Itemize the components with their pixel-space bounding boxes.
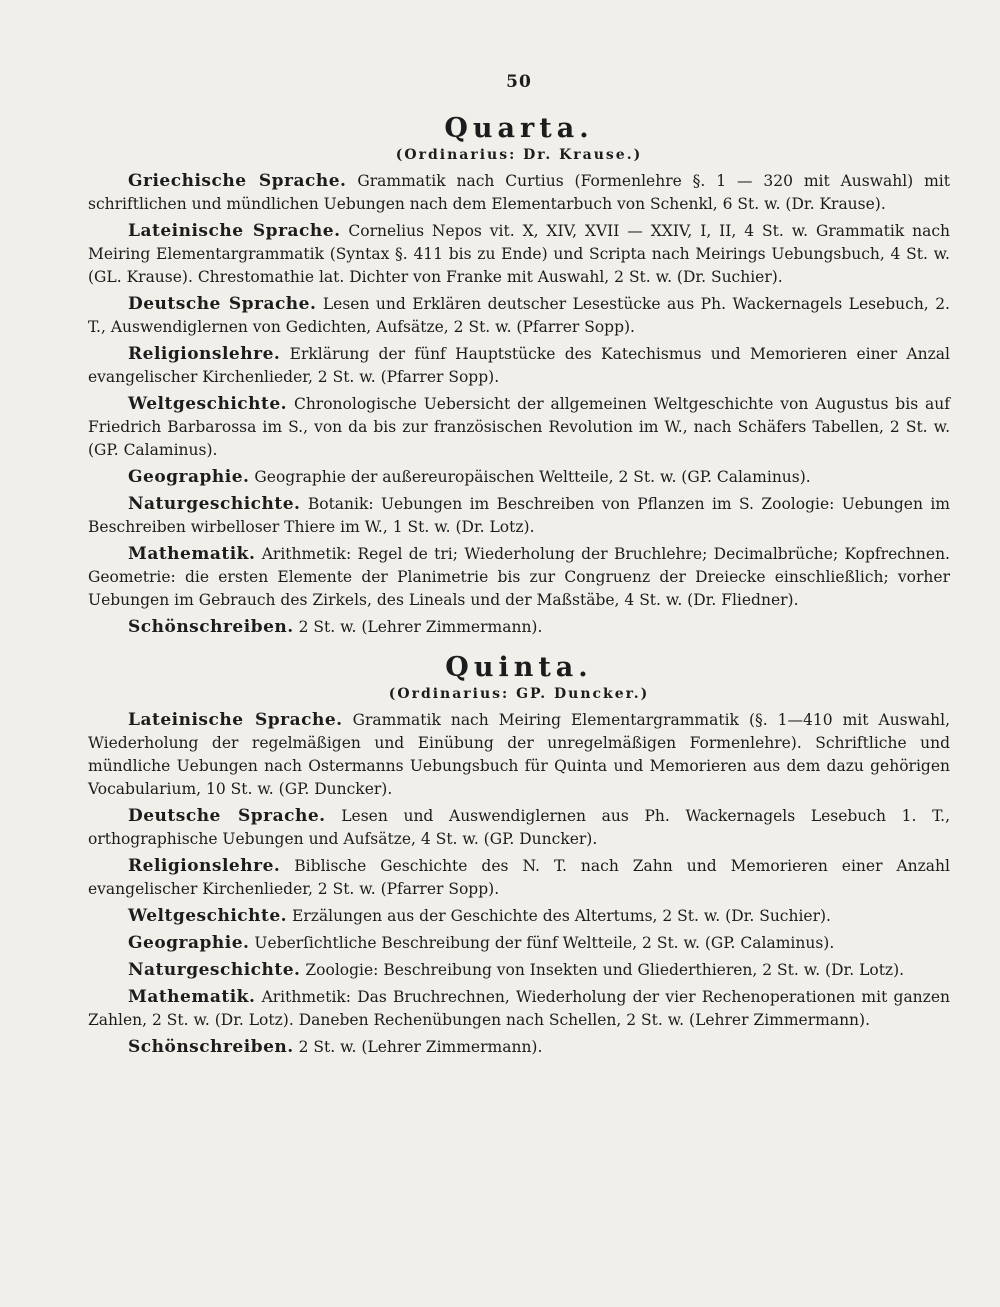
- subject-entry: [88, 616, 950, 639]
- subject-heading: Religionslehre.: [128, 856, 281, 876]
- subject-heading: Weltgeschichte.: [128, 906, 288, 926]
- subject-heading: Griechische Sprache.: [128, 171, 347, 191]
- subject-text: Zoologie: Beschreibung von Insekten und Gliederthieren, 2 St. w. (Dr. Lotz).: [305, 961, 905, 979]
- subject-entry: [88, 932, 950, 955]
- subject-text: Ueberſichtliche Beschreibung der fünf Weltteile, 2 St. w. (GP. Calaminus).: [254, 934, 835, 952]
- subject-text: Erklärung der fünf Hauptstücke des Katechismus und Memorieren einer Anzal evangelischer Kirchenlieder, 2 St. w. (Pfarrer Sopp).: [88, 345, 950, 386]
- subject-text: Grammatik nach Meiring Elementargrammatik (§. 1—410 mit Auswahl, Wiederholung der regelmäßigen und Einübung der unregelmäßigen Formenlehre). Schriftliche und mündliche Uebungen nach Ostermanns Uebungsbuch für Quinta und Memorieren aus dem dazu gehörigen Vocabularium, 10 St. w. (GP. Duncker).: [88, 711, 951, 798]
- subject-entry: [88, 805, 950, 851]
- ordinarius-line: (Ordinarius: Dr. Krause.): [395, 147, 643, 163]
- subject-heading: Deutsche Sprache.: [128, 294, 317, 314]
- subject-entry: [88, 855, 950, 901]
- subject-heading: Mathematik.: [128, 987, 256, 1007]
- subject-text: Biblische Geschichte des N. T. nach Zahn und Memorieren einer Anzahl evangelischer Kirchenlieder, 2 St. w. (Pfarrer Sopp).: [88, 857, 950, 898]
- subject-text: Chronologische Uebersicht der allgemeinen Weltgeschichte von Augustus bis auf Friedrich Barbarossa im S., von da bis zur französischen Revolution im W., nach Schäfers Tabellen, 2 St. w. (GP. Calaminus).: [88, 395, 950, 459]
- subject-entry: [88, 493, 950, 539]
- subject-text: Arithmetik: Regel de tri; Wiederholung der Bruchlehre; Decimalbrüche; Kopfrechnen. Geometrie: die ersten Elemente der Planimetrie bis zur Congruenz der Dreiecke einschließlich; vorher Uebungen im Gebrauch des Zirkels, des Lineals und der Maßstäbe, 4 St. w. (Dr. Fliedner).: [88, 545, 950, 609]
- subject-heading: Deutsche Sprache.: [128, 806, 326, 826]
- subject-heading: Lateinische Sprache.: [128, 710, 343, 730]
- subject-entry: [88, 293, 950, 339]
- subject-heading: Weltgeschichte.: [128, 394, 288, 414]
- subject-entry: [88, 905, 950, 928]
- section-title: Quinta.: [445, 652, 593, 683]
- subject-heading: Schönschreiben.: [128, 617, 294, 637]
- page-number: 50: [506, 72, 532, 92]
- subject-heading: Naturgeschichte.: [128, 960, 301, 980]
- subject-entry: [88, 986, 950, 1032]
- subject-heading: Naturgeschichte.: [128, 494, 301, 514]
- subject-text: Arithmetik: Das Bruchrechnen, Wiederholung der vier Rechenoperationen mit ganzen Zahlen, 2 St. w. (Dr. Lotz). Daneben Rechenübungen nach Schellen, 2 St. w. (Lehrer Zimmermann).: [88, 988, 950, 1029]
- subject-heading: Mathematik.: [128, 544, 256, 564]
- subject-text: 2 St. w. (Lehrer Zimmermann).: [298, 1038, 543, 1056]
- subject-entry: [88, 393, 950, 462]
- subject-text: 2 St. w. (Lehrer Zimmermann).: [298, 618, 543, 636]
- subject-text: Botanik: Uebungen im Beschreiben von Pflanzen im S. Zoologie: Uebungen im Beschreiben wirbelloser Thiere im W., 1 St. w. (Dr. Lotz).: [88, 495, 950, 536]
- subject-entry: [88, 1036, 950, 1059]
- subject-text: Lesen und Erklären deutscher Lesestücke aus Ph. Wackernagels Lesebuch, 2. T., Auswendiglernen von Gedichten, Aufsätze, 2 St. w. (Pfarrer Sopp).: [88, 295, 950, 336]
- subject-entry: [88, 466, 950, 489]
- subject-heading: Lateinische Sprache.: [128, 221, 341, 241]
- subject-text: Cornelius Nepos vit. X, XIV, XVII — XXIV, I, II, 4 St. w. Grammatik nach Meiring Elementargrammatik (Syntax §. 411 bis zu Ende) und Scripta nach Meirings Uebungsbuch, 4 St. w. (GL. Krause). Chrestomathie lat. Dichter von Franke mit Auswahl, 2 St. w. (Dr. Suchier).: [88, 222, 951, 286]
- subject-text: Erzälungen aus der Geschichte des Altertums, 2 St. w. (Dr. Suchier).: [292, 907, 831, 925]
- subject-text: Grammatik nach Curtius (Formenlehre §. 1 — 320 mit Auswahl) mit schriftlichen und mündlichen Uebungen nach dem Elementarbuch von Schenkl, 6 St. w. (Dr. Krause).: [88, 172, 950, 213]
- subject-entry: [88, 220, 950, 289]
- subject-entry: [88, 959, 950, 982]
- subject-heading: Geographie.: [128, 933, 250, 953]
- subject-entry: [88, 543, 950, 612]
- section-title: Quarta.: [444, 113, 594, 144]
- subject-entry: [88, 709, 950, 801]
- subject-heading: Geographie.: [128, 467, 250, 487]
- subject-heading: Religionslehre.: [128, 344, 281, 364]
- subject-heading: Schönschreiben.: [128, 1037, 294, 1057]
- subject-entry: [88, 170, 950, 216]
- subject-text: Geographie der außereuropäischen Weltteile, 2 St. w. (GP. Calaminus).: [254, 468, 811, 486]
- subject-entry: [88, 343, 950, 389]
- ordinarius-line: (Ordinarius: GP. Duncker.): [388, 686, 650, 702]
- section-quinta: [88, 653, 950, 1059]
- section-quarta: [88, 114, 950, 639]
- subject-text: Lesen und Auswendiglernen aus Ph. Wackernagels Lesebuch 1. T., orthographische Uebungen und Aufsätze, 4 St. w. (GP. Duncker).: [88, 807, 950, 848]
